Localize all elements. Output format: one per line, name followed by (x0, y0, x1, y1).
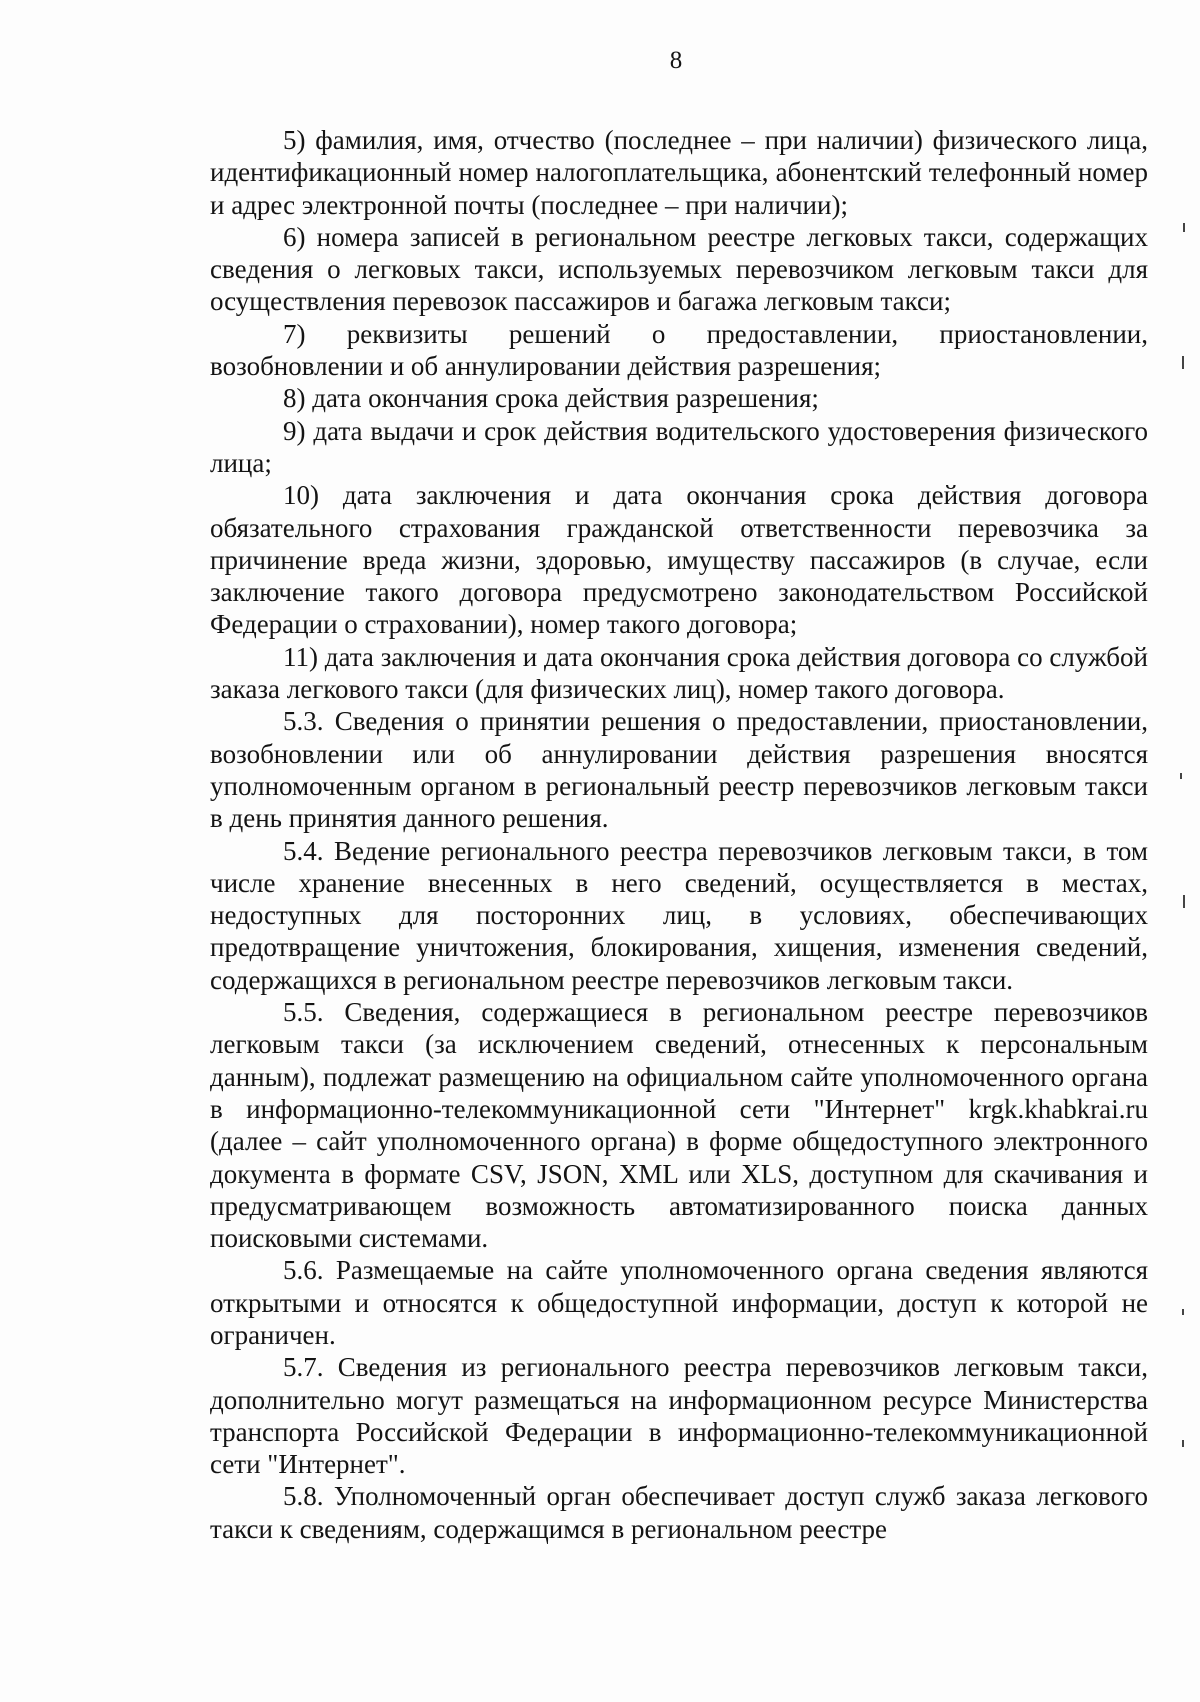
paragraph-5-6: 5.6. Размещаемые на сайте уполномоченного органа сведения являются открытыми и относятся к общедоступной информации, доступ к которой не ограничен. (210, 1255, 1148, 1350)
scan-speck (1180, 773, 1182, 779)
paragraph-item-11: 11) дата заключения и дата окончания срока действия договора со службой заказа легкового такси (для физических лиц), номер такого договора. (210, 641, 1148, 705)
scan-speck (1182, 1309, 1184, 1315)
paragraph-item-8: 8) дата окончания срока действия разрешения; (283, 383, 819, 414)
document-body (210, 124, 1148, 1545)
paragraph-item-9: 9) дата выдачи и срок действия водительского удостоверения физического лица; (210, 415, 1148, 478)
paragraph-item-6: 6) номера записей в региональном реестре легковых такси, содержащих сведения о легковых такси, используемых перевозчиком легковым такси для осуществления перевозок пассажиров и багажа легковым такси; (210, 221, 1148, 317)
scan-speck (1182, 1440, 1184, 1447)
scan-speck (1183, 895, 1185, 908)
paragraph-item-7: 7) реквизиты решений о предоставлении, приостановлении, возобновлении и об аннулировании действия разрешения; (210, 318, 1148, 382)
paragraph-5-7: 5.7. Сведения из регионального реестра перевозчиков легковым такси, дополнительно могут размещаться на информационном ресурсе Министерства транспорта Российской Федерации в информационно-телекоммуникационной сети "Интернет". (210, 1352, 1148, 1480)
paragraph-item-5: 5) фамилия, имя, отчество (последнее – при наличии) физического лица, идентификационный номер налогоплательщика, абонентский телефонный номер и адрес электронной почты (последнее – при наличии); (210, 125, 1148, 220)
scan-speck (1183, 223, 1185, 232)
paragraph-5-3: 5.3. Сведения о принятии решения о предоставлении, приостановлении, возобновлении или об аннулировании действия разрешения вносятся уполномоченным органом в региональный реестр перевозчиков легковым такси в день принятия данного решения. (210, 706, 1148, 834)
paragraph-5-4: 5.4. Ведение регионального реестра перевозчиков легковым такси, в том числе хранение внесенных в него сведений, осуществляется в местах, недоступных для посторонних лиц, в условиях, обеспечивающих предотвращение уничтожения, блокирования, хищения, изменения сведений, содержащихся в региональном реестре перевозчиков легковым такси. (210, 835, 1148, 995)
paragraph-item-10: 10) дата заключения и дата окончания срока действия договора обязательного страхования гражданской ответственности перевозчика за причинение вреда жизни, здоровью, имуществу пассажиров (в случае, если заключение такого договора предусмотрено законодательством Российской Федерации о страховании), номер такого договора; (210, 480, 1148, 640)
paragraph-5-8: 5.8. Уполномоченный орган обеспечивает доступ служб заказа легкового такси к сведениям, содержащимся в региональном реестре (210, 1481, 1148, 1544)
page-number: 8 (669, 47, 683, 74)
scan-speck (1182, 356, 1184, 369)
paragraph-5-5: 5.5. Сведения, содержащиеся в региональном реестре перевозчиков легковым такси (за исключением сведений, отнесенных к персональным данным), подлежат размещению на официальном сайте уполномоченного органа в информационно-телекоммуникационной сети "Интернет" krgk.khabkrai.ru (далее – сайт уполномоченного органа) в форме общедоступного электронного документа в формате CSV, JSON, XML или XLS, доступном для скачивания и предусматривающем возможность автоматизированного поиска данных поисковыми системами. (210, 997, 1148, 1254)
